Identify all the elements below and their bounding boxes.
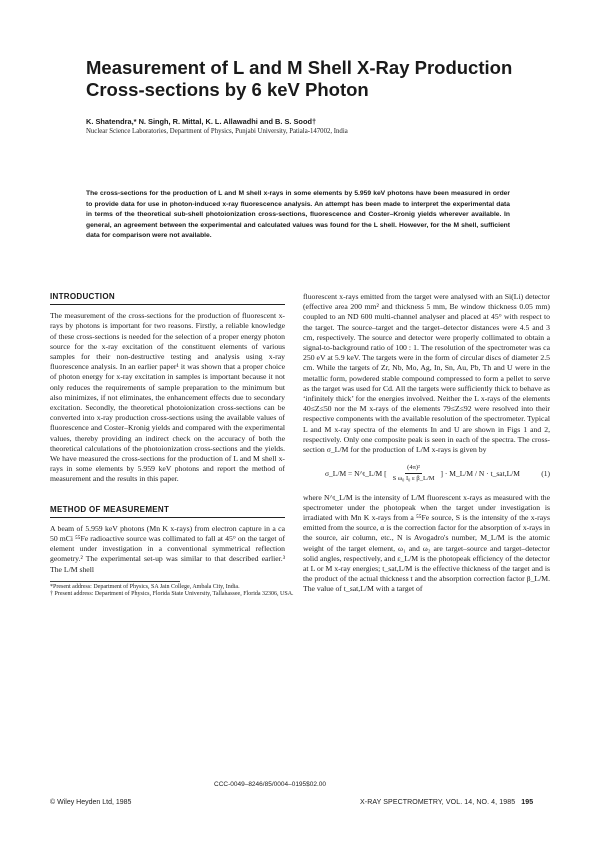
equation-numerator: (4π)² bbox=[405, 463, 422, 474]
footnote-present-address-2: † Present address: Department of Physics, Florida State University, Tallahassee, Florida 32306, USA. bbox=[50, 591, 294, 598]
equation-denominator: S ω₀ I₀ ε β_L/M bbox=[392, 475, 435, 483]
equation-number: (1) bbox=[541, 468, 550, 478]
equation-lhs: σ_L/M = N^t_L/M [ bbox=[325, 468, 387, 478]
footnote-present-address-1: *Present address: Department of Physics, SA Jain College, Ambala City, India. bbox=[50, 583, 240, 590]
publisher-copyright: © Wiley Heyden Ltd, 1985 bbox=[50, 799, 132, 806]
equation-rhs: ] · M_L/M / N · t_sat,L/M bbox=[440, 468, 520, 478]
introduction-body: The measurement of the cross-sections for the production of fluorescent x-rays by photons is important for two reasons. Firstly, a reliable knowledge of these cross-sections is needed for the selection of a proper energy photon source for the x-ray excitation of the constituent elements of various samples for their non-destructive testing and analysis using x-ray fluorescence analysis. In an earlier paper¹ it was shown that a proper choice of photon energy for x-ray excitation in samples is important because it not only reduces the requirements of sample preparation to the minimum but also minimizes, if not eliminates, the enhancement effects due to secondary excitation. Secondly, the theoretical photoionization cross-sections can be converted into x-ray production cross-sections using the available values of fluorescence and Coster–Kronig yields and compared with the experimental values, thereby providing an indirect check on the accuracy of both the theoretical calculations of the photoionization cross-sections and the yields. We have measured the cross-sections for the production of L and M shell x-rays in some elements by 5.959 keV photons and report the method of measurement and the results in this paper. bbox=[50, 311, 285, 484]
right-column-text-2: where N^t_L/M is the intensity of L/M fluorescent x-rays as measured with the spectrometer under the photopeak when the target under investigation is irradiated with Mn K x-rays from a ⁵⁵Fe source, S is the intensity of the x-rays emitted from the source, α is the correction factor for the absorption of x-rays in the source, air column, etc., N is Avogadro's number, M_L/M is the atomic weight of the target element, ω₁ and ω₂ are target–source and target–detector solid angles, respectively, and ε_L/M is the photopeak efficiency of the detector at L or M x-ray energies; t_sat,L/M is the effective thickness of the target and is the product of the actual thickness t and the absorption correction factor β_L/M. The value of t_sat,L/M with a target of bbox=[303, 492, 550, 594]
equation-1 bbox=[325, 463, 550, 484]
page-number: 195 bbox=[521, 799, 534, 806]
abstract: The cross-sections for the production of L and M shell x-rays in some elements by 5.959 keV photons have been measured in order to provide data for use in photon-induced x-ray fluorescence analysis. An attempt has been made to interpret the experimental data in terms of the theoretical sub-shell photoionization cross-sections, fluorescence and Coster–Kronig yields wherever available. In general, an agreement between the experimental and calculated values was found for the L shell. However, for the M shell, sufficient data for comparison were not available. bbox=[86, 190, 510, 240]
right-column bbox=[303, 292, 550, 595]
equation-fraction bbox=[393, 463, 435, 484]
method-heading: METHOD OF MEASUREMENT bbox=[50, 505, 285, 518]
left-column bbox=[50, 292, 294, 599]
author-affiliation: Nuclear Science Laboratories, Department of Physics, Punjabi University, Patiala-147002, India bbox=[86, 128, 348, 135]
author-list: K. Shatendra,* N. Singh, R. Mittal, K. L. Allawadhi and B. S. Sood† bbox=[86, 117, 317, 126]
method-body: A beam of 5.959 keV photons (Mn K x-rays) from electron capture in a ca 50 mCi ⁵⁵Fe radioactive source was collimated to fall at 45° on the target of element under investigation in a conventional symmetrical reflection geometry.² The experimental set-up was similar to that described earlier.³ The L/M shell bbox=[50, 523, 285, 574]
journal-citation: X-RAY SPECTROMETRY, VOL. 14, NO. 4, 1985 bbox=[360, 799, 516, 806]
introduction-heading: INTRODUCTION bbox=[50, 292, 285, 305]
right-column-text-1: fluorescent x-rays emitted from the target were analysed with an Si(Li) detector (effective area 200 mm² and thickness 5 mm, Be window thickness 0.05 mm) coupled to an ND 600 multi-channel analyser and placed at 45° with respect to the target. The source–target and the target–detector distances were 4.5 and 3 cm, respectively. The source and detector were properly collimated to obtain a signal-to-background ratio of 100 : 1. The resolution of the spectrometer was ca 250 eV at 5.9 keV. The targets were in the form of circular discs of diameter 2.5 cm. While the targets of Zr, Nb, Mo, Ag, In, Sn, Au, Pb, Th and U were in the metallic form, powdered stable compound compressed to form a pellet to serve as the target was used for Cd. All the targets were sufficiently thick to behave as ‘infinitely thick’ for the energies involved. Neither the L x-rays of the elements 40≤Z≤50 nor the M x-rays of the elements 79≤Z≤92 were resolved into their respective components with the available resolution of the spectrometer. Typical L and M x-ray spectra of the elements In and U are shown in Figs 1 and 2, respectively. Only one composite peak is seen in each of the spectra. The cross-section σ_L/M for the production of L/M x-rays is given by bbox=[303, 292, 550, 455]
journal-footer bbox=[360, 799, 533, 806]
article-title: Measurement of L and M Shell X-Ray Production Cross-sections by 6 keV Photon bbox=[86, 57, 513, 100]
issn-code: CCC-0049–8246/85/0004–0195$02.00 bbox=[214, 781, 327, 788]
footnotes bbox=[50, 581, 294, 599]
